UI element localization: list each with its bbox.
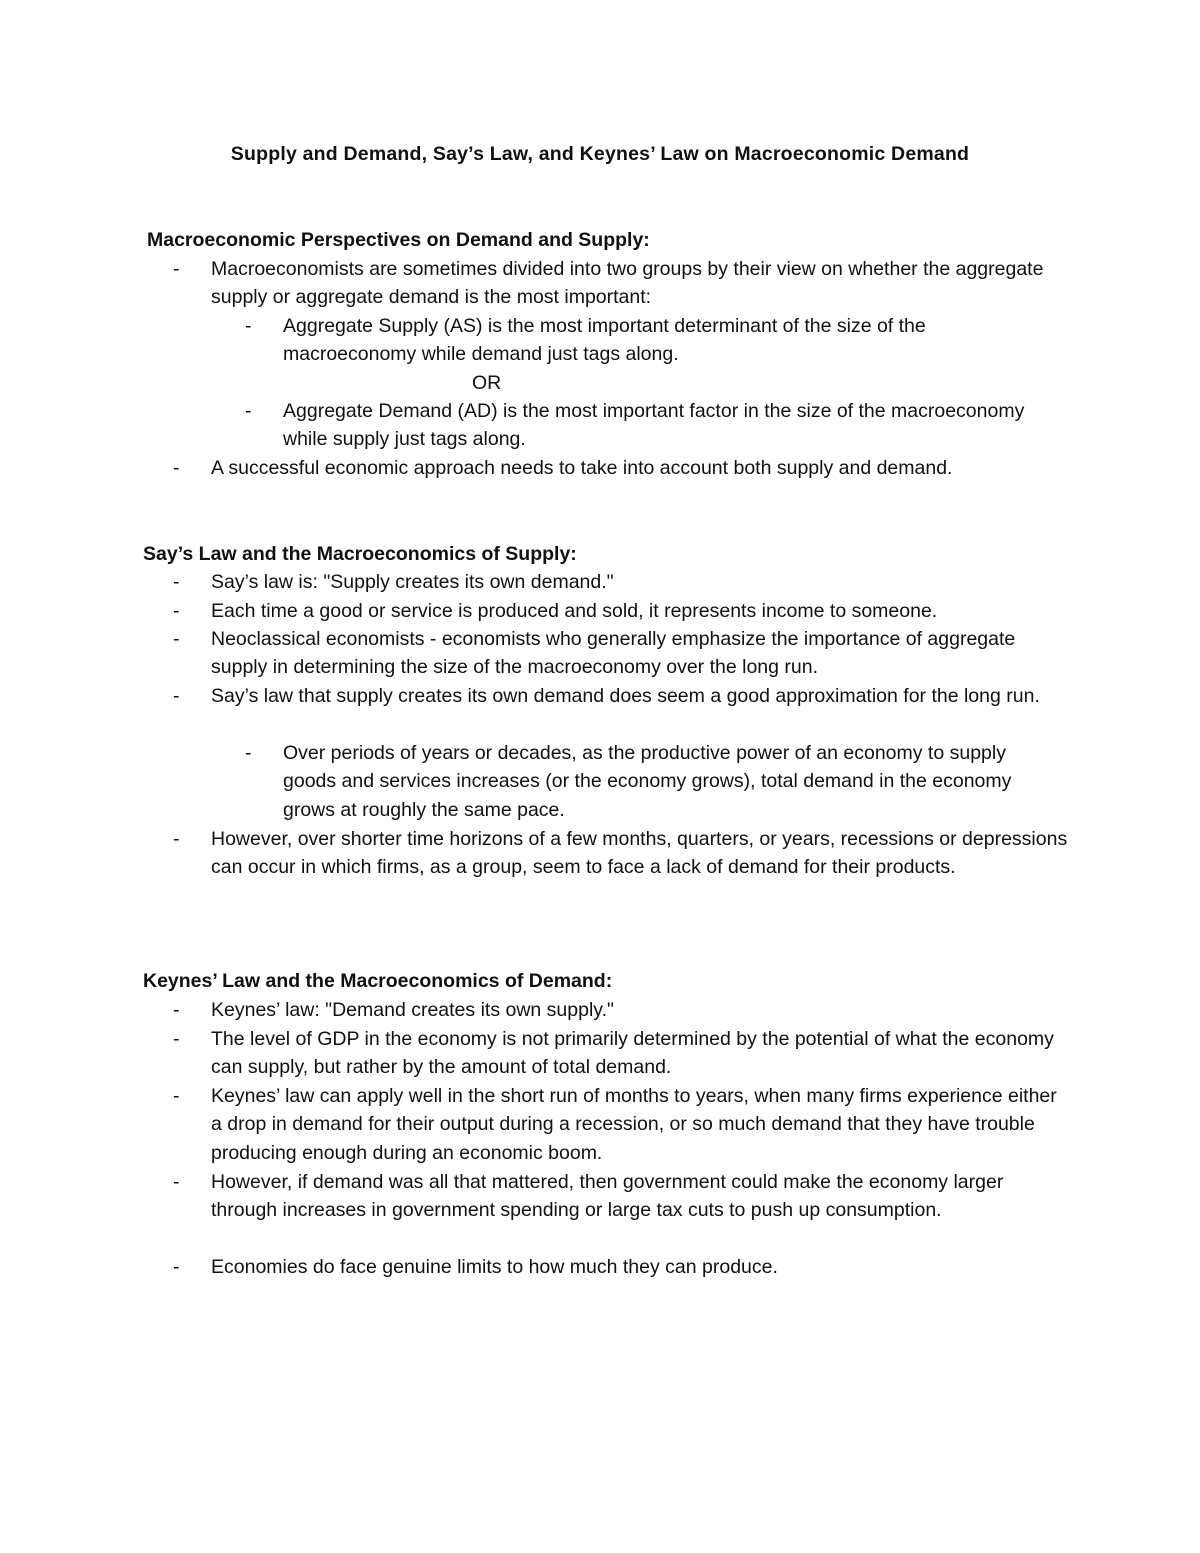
list-item xyxy=(0,739,1200,825)
list-item xyxy=(0,397,1200,454)
list-item xyxy=(0,454,1200,483)
list-item-text: Say’s law is: "Supply creates its own demand." xyxy=(211,571,614,593)
bullet-dash: - xyxy=(173,1085,180,1107)
list-item xyxy=(0,825,1200,911)
bullet-dash: - xyxy=(245,400,252,422)
list-item-text: Neoclassical economists - economists who generally emphasize the importance of aggregate supply in determining the size of the macroeconomy over the long run. xyxy=(211,628,1016,679)
section-heading-says-law: Say’s Law and the Macroeconomics of Supply: xyxy=(143,543,577,565)
list-item xyxy=(0,568,1200,597)
list-item-text: Keynes’ law can apply well in the short run of months to years, when many firms experience either a drop in demand for their output during a recession, or so much demand that they have trouble producing enough during an economic boom. xyxy=(211,1085,1057,1164)
list-item-text: Say’s law that supply creates its own demand does seem a good approximation for the long run. xyxy=(211,685,1040,707)
document-title: Supply and Demand, Say’s Law, and Keynes’ Law on Macroeconomic Demand xyxy=(230,143,970,165)
list-item-text: However, if demand was all that mattered, then government could make the economy larger through increases in government spending or large tax cuts to push up consumption. xyxy=(211,1171,1004,1222)
list-item-text: Each time a good or service is produced and sold, it represents income to someone. xyxy=(211,600,938,622)
bullet-dash: - xyxy=(173,999,180,1021)
list-item xyxy=(0,1025,1200,1082)
bullet-dash: - xyxy=(173,828,180,850)
list-item xyxy=(0,1168,1200,1254)
or-separator: OR xyxy=(472,372,502,394)
bullet-dash: - xyxy=(173,571,180,593)
list-item-text: Over periods of years or decades, as the productive power of an economy to supply goods and services increases (or the economy grows), total demand in the economy grows at roughly the same pace. xyxy=(283,742,1012,821)
list-item xyxy=(0,597,1200,626)
list-item xyxy=(0,1082,1200,1168)
list-item xyxy=(0,312,1200,369)
section-heading-keynes-law: Keynes’ Law and the Macroeconomics of Demand: xyxy=(143,970,613,992)
list-item-text: A successful economic approach needs to take into account both supply and demand. xyxy=(211,457,953,479)
list-item-text: However, over shorter time horizons of a few months, quarters, or years, recessions or depressions can occur in which firms, as a group, seem to face a lack of demand for their products. xyxy=(211,828,1068,879)
list-item-text: Keynes’ law: "Demand creates its own supply." xyxy=(211,999,614,1021)
bullet-dash: - xyxy=(245,315,252,337)
list-item xyxy=(0,996,1200,1025)
list-item xyxy=(0,625,1200,682)
list-item xyxy=(0,682,1200,739)
bullet-dash: - xyxy=(173,1256,180,1278)
bullet-dash: - xyxy=(173,1171,180,1193)
list-item-text: Economies do face genuine limits to how much they can produce. xyxy=(211,1256,778,1278)
list-item-text: Aggregate Supply (AS) is the most important determinant of the size of the macroeconomy while demand just tags along. xyxy=(283,315,926,366)
list-item-text: Aggregate Demand (AD) is the most important factor in the size of the macroeconomy while supply just tags along. xyxy=(283,400,1025,451)
bullet-dash: - xyxy=(173,628,180,650)
list-item xyxy=(0,1253,1200,1282)
list-item-text: Macroeconomists are sometimes divided into two groups by their view on whether the aggregate supply or aggregate demand is the most important: xyxy=(211,258,1044,309)
bullet-dash: - xyxy=(173,457,180,479)
bullet-dash: - xyxy=(173,258,180,280)
section-heading-macro-perspectives: Macroeconomic Perspectives on Demand and Supply: xyxy=(147,229,650,251)
bullet-dash: - xyxy=(245,742,252,764)
list-item-text: The level of GDP in the economy is not primarily determined by the potential of what the economy can supply, but rather by the amount of total demand. xyxy=(211,1028,1054,1079)
list-item xyxy=(0,255,1200,312)
bullet-dash: - xyxy=(173,600,180,622)
bullet-dash: - xyxy=(173,685,180,707)
bullet-dash: - xyxy=(173,1028,180,1050)
